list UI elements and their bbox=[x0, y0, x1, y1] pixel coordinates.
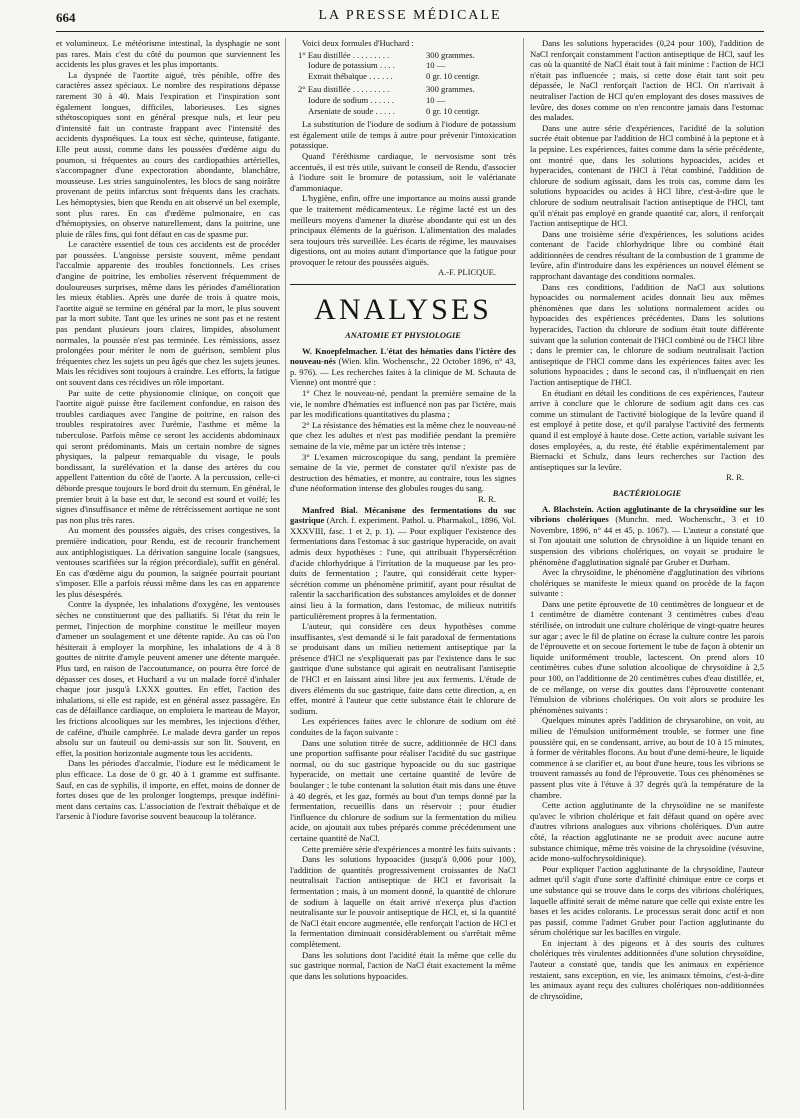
paragraph: Dans une autre série d'expériences, l'acidité de la solution sucrée était obtenue par l'addition de HCl combiné à la peptone et à la pepsine. Les expériences, faites comme dans la série précédente, ont montré que, dans les solutions hypoacides, acides et hyperacides, contenant de l'HCl à l'état combiné, l'addition de chlorure de sodium agissait, dans les trois cas, comme dans les solutions hypoacides ou acides à HCl libre, c'est-à-dire que le chlorure de sodium neutralisait l'action antiseptique de l'HCl, tant qu'il n'était pas employé en grande quantité car, alors, il renforçait l'action antiseptique de HCl. bbox=[530, 122, 764, 229]
formula-ingredient: Iodure de sodium . . . . . . bbox=[308, 94, 394, 105]
paragraph: Dans les solutions hyperacides (0,24 pour 100), l'addition de NaCl renforçait constamment l'action antiseptique de HCl, sauf les cas où la quantité de NaCl était tout à fait minime : l'action de HCl n'était pas influencée ; mais, si cette dose était tant soit peu dépassée, le NaCl renforçait l'action de HCl. On n'arrivait à neutraliser l'action de HCl qu'en employant des doses massives de levûre, des doses comme on n'en rencontre jamais dans l'estomac des malades. bbox=[530, 38, 764, 123]
formula-ingredient: Arseniate de soude . . . . . bbox=[308, 105, 395, 116]
formula-ingredient: 1° Eau distillée . . . . . . . . . bbox=[298, 49, 390, 60]
paragraph: Dans une petite éprouvette de 10 centimètres de longueur et de 1 centimètre de diamètre contenant 3 centimètres cubes d'eau stérilisée, on introduit une culture cholérique de vingt-quatre heures sur agar ; avec le fil de platine on écrase la culture contre les parois de l'éprouvette et on secoue fortement le tube de façon à obtenir un liquide uniformément trouble, lactescent. On prend alors 10 centimètres cubes d'une solution alcoolique de chrysoïdine à 2,5 pour 100, on l'additionne de 20 centimètres cubes d'eau distillée, et, de ce mélange, on verse dix gouttes dans l'éprouvette contenant l'émulsion de vibrions cholériques. On voit alors se produire les phénomènes suivants : bbox=[530, 598, 764, 715]
article-body: (Wien. klin. Wochenschr., 22 October 1896, n° 43, p. 976). — Les recherches faites à la clinique de M. Schauta de Vienne) ont montré que : bbox=[290, 356, 516, 388]
formula-dose: 0 gr. 10 centigr. bbox=[426, 105, 480, 116]
author-signature: R. R. bbox=[478, 493, 496, 504]
column-divider bbox=[285, 38, 286, 1110]
paragraph: Les expériences faites avec le chlorure de sodium ont été conduites de la façon suivante : bbox=[290, 716, 516, 738]
paragraph: Au moment des poussées aiguës, des crises congestives, la première indication, pour Rendu, est de recourir franchement aux antiphlogistiques. La dérivation sanguine locale (sangsues, ventouses scarifiées sur la région précordiale), suffit en général. En cas d'œdème aigu du poumon, la saignée pourrait pourtant s'imposer. Elle a parfois réussi même dans les cas en apparence les plus désespérés. bbox=[56, 525, 280, 599]
paragraph: Dans les solutions dont l'acidité était la même que celle du suc gastrique normal, l'action de NaCl était exactement la même que dans les solutions hypoacides. bbox=[290, 949, 516, 981]
paragraph: Dans une solution titrée de sucre, additionnée de HCl dans une proportion suffisante pour réaliser l'acidité du suc gastrique normal, ou du suc gastrique hypoacide ou du suc gastrique hyperacide, on mettait une certaine quantité de levûre de boulanger ; le tube contenant la solution était mis dans une étuve à 40 degrés, et les gaz, formés au bout d'un temps donné par la fermentation, recueillis dans un réservoir ; pour étudier l'influence du chlorure de sodium sur la fermentation du milieu acide, on ajoutait aux tubes préparés comme précédemment une certaine quantité de NaCl. bbox=[290, 737, 516, 843]
paragraph: Avec la chrysoïdine, le phénomène d'agglutination des vibrions cholériques se manifeste le mieux quand on procède de la façon suivante : bbox=[530, 567, 764, 599]
article-heading: W. Knoepfelmacher. L'état des hématies dans l'ictère des nouveau-nés bbox=[290, 345, 516, 367]
paragraph: Par suite de cette physionomie clinique, on conçoit que l'aortite aiguë puisse être facilement confondue, en raison des troubles cardiaques avec l'angine de poitrine, en raison des troubles respiratoires avec l'urémie, l'asthme et même la tuberculose. Parfois même ce seront les accidents abdominaux qui seront prédominants. Mais un certain nombre de signes physiques, la palpeur remarquable du visage, le pouls bondissant, la surélévation et la danse des artères du cou appellent l'attention du côté de l'aorte. A la percussion, celle-ci déborde presque toujours le bord droit du sternum. En général, le premier bruit à la base est dur, le second est sourd et voilé; les signes d'insuffisance et même de rétrécissement aortique ne sont pas non plus très rares. bbox=[56, 387, 280, 525]
formula-dose: 10 — bbox=[426, 60, 446, 71]
column-3 bbox=[530, 38, 764, 1001]
paragraph: L'hygiène, enfin, offre une importance au moins aussi grande que le traitement médicamenteux. Le régime lacté est un des meilleurs moyens d'amener la diurèse abondante qui est un des principaux éléments de la guérison. L'alimentation des malades sera toujours très surveillée. Les écarts de régime, les mauvaises digestions, ont au moins autant d'importance que la fatigue pour provoquer le retour des poussées aiguës. bbox=[290, 193, 516, 267]
subsection-title: ANATOMIE ET PHYSIOLOGIE bbox=[345, 331, 461, 341]
paragraph: Cette action agglutinante de la chrysoïdine ne se manifeste qu'avec le vibrion cholérique et fait défaut quand on opère avec d'autres vibrions analogues aux vibrions cholériques. D'un autre côté, la réaction agglutinante ne se produit avec aucune autre substance chimique, même très voisine de la chrysoïdine (vésuvine, acide mono-sulfochrysoïdinique). bbox=[530, 800, 764, 864]
formula-dose: 300 grammes. bbox=[426, 49, 475, 60]
paragraph: Voici deux formules d'Huchard : bbox=[302, 38, 414, 48]
paragraph: Dans une troisième série d'expériences, les solutions acides contenant de l'acide chlorhydrique libre ou combiné était additionnées de cendres résultant de la combustion de 1 gramme de levûre, afin d'introduire dans les expériences un nouvel élément se rapprochant davantage des conditions normales. bbox=[530, 228, 764, 282]
paragraph: Cette première série d'expériences a montré les faits suivants : bbox=[302, 843, 516, 854]
column-2 bbox=[290, 38, 516, 981]
paragraph: Quand l'éréthisme cardiaque, le nervosisme sont très accentués, il est très utile, suivant le conseil de Rendu, d'associer à l'iodure soit le bromure de potassium, soit le valérianate d'ammoniaque. bbox=[290, 150, 516, 193]
article-heading: A. Blachstein. Action agglutinante de la chrysoïdine sur les vibrions cholériques bbox=[530, 503, 764, 525]
formula-ingredient: Iodure de potassium . . . . bbox=[308, 60, 395, 71]
paragraph: La dyspnée de l'aortite aiguë, très pénible, offre des caractères assez spéciaux. Le nombre des respirations dépasse rarement 30 à 40. Mais l'expiration et l'inspiration sont également longues, difficiles, laborieuses. Les signes sthétoscopiques sont en général presque nuls, et leur peu d'intensité fait un contraste frappant avec l'intensité des accidents dyspnéiques. La toux est sèche, quinteuse, fatigante. Elle peut aussi, comme dans les poussées d'œdème aigu du poumon, si fréquentes au cours des cardiopathies artérielles, s'accompagner d'une expectoration abondante, blanchâtre, mousseuse. Les stries sanguinolentes, les blocs de sang noirâtre provenant de petits infarctus sont fréquents dans les crachats. Les hémoptysies, bien que Rendu en ait observé un bel exemple, sont plus rares. En cas d'œdème pulmonaire, en cas d'hémoptysies, on observe naturellement, dans la poitrine, une pluie de râles fins, qui font défaut en cas de spasme pur. bbox=[56, 69, 280, 239]
section-rule bbox=[290, 284, 516, 285]
paragraph: Dans les périodes d'accalmie, l'iodure est le médicament le plus efficace. La dose de 0 gr. 40 à 1 gramme est suffisante. Sauf, en cas de syphilis, il importe, en effet, moins de donner de fortes doses que de les prolonger longtemps, presque indéfiniment dans certains cas. L'association de l'extrait thébaïque et de l'arsenic à l'iodure favorise souvent beaucoup la tolérance. bbox=[56, 758, 280, 822]
formula-ingredient: 2° Eau distillée . . . . . . . . . bbox=[298, 84, 390, 95]
header-rule bbox=[56, 31, 764, 32]
article-body: (Munchn. med. Wochenschr., 3 et 10 Novembre, 1896, n° 44 et 45, p. 1067). — L'auteur a constaté que si l'on ajoutait une solution de chrysoïdine à un liquide tenant en suspension des vibrions cholériques, on voyait se produire le phénomène d'agglutination signalé par Gruber et Durham. bbox=[530, 514, 765, 567]
column-1 bbox=[56, 38, 280, 822]
paragraph: 1° Chez le nouveau-né, pendant la première semaine de la vie, le nombre d'hématies est influencé non pas par l'ictère, mais par les modifications quantitatives du plasma ; bbox=[290, 388, 516, 420]
paragraph: Contre la dyspnée, les inhalations d'oxygène, les ventouses sèches ne constitueront que des palliatifs. Si l'état du rein le permet, l'injection de morphine constitue le meilleur moyen d'amener un soulagement et une détente rapide. Au cas où l'on hésiterait à employer la morphine, les inhalations de 4 à 8 gouttes de nitrite d'amyle peuvent amener une détente marquée. Plus tard, en raison de l'accoutumance, on pourra être forcé de dépasser ces doses, et Huchard a vu un malade forcé d'inhaler chaque jour jusqu'à LXXX gouttes. En effet, l'action des inhalations, si elle est rapide, est en général assez passagère. En cas de défaillance cardiaque, on emploiera le marteau de Mayor, les frictions alcooliques sur les membres, les injections d'éther, de caféine, d'huile camphrée. Le malade devra garder un repos absolu sur un fauteuil ou demi-assis sur son lit. Souvent, en effet, la position horizontale augmente tous les accidents. bbox=[56, 599, 280, 758]
paragraph: Quelques minutes après l'addition de chrysarobine, on voit, au milieu de l'émulsion uniformément trouble, se former une fine poussière qui, en se condensant, arrive, au bout de 10 à 15 minutes, à former de véritables flocons. Au bout d'une demi-heure, le liquide commence à se clarifier et, au bout d'une heure, tous les vibrions se trouvent ramassés au fond de l'éprouvette. Tous ces phénomènes se passent plus vite à l'étuve à 37 degrés qu'à la température de la chambre. bbox=[530, 715, 764, 800]
paragraph: En étudiant en détail les conditions de ces expériences, l'auteur arrive à conclure que le chlorure de sodium agit dans ces cas comme un stimulant de l'activité biologique de la levûre quand il est employé à petite dose, et qu'il paralyse l'activité des ferments quand il est employé à haute dose. Cette action, variable suivant les doses employées, a, du reste, été établie expérimentalement par Biernacki et Schulz, dans leurs recherches sur l'action des antiseptiques sur la levûre. bbox=[530, 387, 764, 472]
formula-ingredient: Extrait thébaïque . . . . . . bbox=[308, 70, 393, 81]
paragraph: L'auteur, qui considère ces deux hypothèses comme insuffisantes, s'est demandé si le fait paradoxal de fermentations se produisant dans un milieu nettement antiseptique par la présence d'HCl ne s'expliquerait pas par l'existence dans le suc gastrique d'une substance qui agirait en neutralisant l'antiseptie de l'HCl et en laissant ainsi libre jeu aux ferments. L'étude de divers éléments du suc gastrique, faite dans cette direction, a, en effet, montré à l'auteur que cette substance était le chlorure de sodium. bbox=[290, 621, 516, 716]
journal-title: LA PRESSE MÉDICALE bbox=[318, 8, 502, 23]
paragraph: Dans les solutions hypoacides (jusqu'à 0,006 pour 100), l'addition de quantités progressivement croissantes de NaCl neutralisait l'action antiseptique de HCl et favorisait la fermentation ; mais, à un moment donné, la quantité de chlorure de sodium à laquelle on était arrivé n'exerça plus d'action neutralisante sur le pouvoir antiseptique de HCl, et, si la quantité de NaCl était encore augmentée, elle renforçait l'action de HCl et la fermentation diminuait considérablement ou s'arrêtait même complètement. bbox=[290, 854, 516, 949]
subsection-title: BACTÉRIOLOGIE bbox=[612, 488, 682, 498]
article-body: (Arch. f. experiment. Pathol. u. Pharmakol., 1896, Vol. XXXVIII, fasc. 1 et 2, p. 1). — Pour expliquer l'existence des fermentations dans l'estomac à suc gastrique hyperacide, on avait admis deux hypothèses : l'une, qui attribuait l'hypersécrétion d'acide chlorhydrique à l'irritation de la muqueuse par les produits de fermentation ; l'autre, qui considérait cette hypersécrétion comme un phénomène primitif, ayant pour résultat de ralentir la saccharification des substances amyloïdes et de donner ainsi lieu à la formation, dans l'estomac, de milieux nutritifs particulièrement propres à la fermentation. bbox=[290, 515, 516, 621]
author-signature: R. R. bbox=[726, 472, 744, 483]
paragraph: et volumineux. Le météorisme intestinal, la dysphagie ne sont pas rares. Mais c'est du côté du poumon que surviennent les accidents les plus graves et les plus importants. bbox=[56, 38, 280, 70]
paragraph: 3° L'examen microscopique du sang, pendant la première semaine de la vie, permet de constater qu'il n'existe pas de destruction des hématies, et montre, au contraire, tous les signes d'une néoformation intense des globules rouges du sang. bbox=[290, 451, 516, 494]
paragraph: 2° La résistance des hématies est la même chez le nouveau-né que chez les adultes et n'est pas modifiée pendant la première semaine de la vie, même par un ictère très intense ; bbox=[290, 419, 516, 451]
formula-dose: 300 grammes. bbox=[426, 84, 475, 95]
section-title: ANALYSES bbox=[314, 293, 492, 327]
author-signature: A.-F. PLICQUE. bbox=[437, 267, 496, 278]
formula-2 bbox=[298, 84, 516, 116]
paragraph: Pour expliquer l'action agglutinante de la chrysoïdine, l'auteur admet qu'il s'agit d'une sorte d'affinité chimique entre ce corps et une substance qui se trouve dans le corps des vibrions cholériques, laquelle affinité serait de même nature que celle qui existe entre les bases et les acides colorants. Le processus serait donc actif et non pas passif, comme l'admet Gruber pour l'action agglutinante du sérum cholérique sur les bacilles en virgule. bbox=[530, 863, 764, 938]
paragraph: En injectant à des pigeons et à des souris des cultures cholériques très virulentes additionnées d'une solution chrysoïdine, l'auteur a constaté que, tandis que les animaux en expérience restaient, sans exception, en vie, les animaux témoins, c'est-à-dire les animaux ayant reçu des cultures cholériques non-additionnées de chrysoïdine, bbox=[530, 937, 764, 1001]
paragraph: Le caractère essentiel de tous ces accidents est de procéder par poussées. L'angoisse persiste souvent, même pendant l'accalmie apparente des troubles fonctionnels. Les crises d'angine de poitrine, les embolies réservent fréquemment de douloureuses surprises, même dans les périodes d'amélioration les mieux établies. Après une durée de trois à quatre mois, l'aortite aiguë se termine en général par la mort, le plus souvent par la mort subite. Tant que les urines ne sont pas et ne restent pas pendant plusieurs jours claires, limpides, absolument normales, la poussée n'est pas terminée. Les rémissions, assez prolongées pour mériter le nom de guérison, semblent plus fréquentes chez les sujets un peu âgés que chez les sujets jeunes. Mais les récidives sont toujours à craindre. Les efforts, la fatigue ont souvent dans ces récidives un rôle important. bbox=[56, 239, 280, 387]
article-heading: Manfred Bial. Mécanisme des fermentations du suc gastrique bbox=[290, 504, 516, 526]
page-header bbox=[56, 8, 764, 28]
page-number: 664 bbox=[56, 10, 76, 25]
paragraph: La substitution de l'iodure de sodium à l'iodure de potassium est également utile de temps à autre pour prévenir l'intoxication potassique. bbox=[290, 119, 516, 151]
formula-1 bbox=[298, 50, 516, 82]
formula-dose: 0 gr. 10 centigr. bbox=[426, 70, 480, 81]
formula-dose: 10 — bbox=[426, 94, 446, 105]
paragraph: Dans ces conditions, l'addition de NaCl aux solutions hypoacides ou normalement acides donnait lieu aux mêmes phénomènes que dans les solutions normalement acides ou hypoacides des expériences précédentes. Dans les solutions hyperacides, l'action du chlorure de sodium était toute différente suivant que la solution contenait de l'HCl combiné ou de l'HCl libre ; dans le premier cas, le chlorure de sodium neutralisait l'action antiseptique de l'HCl comme dans les expériences faites avec les solutions hypoacides ; dans le second cas, il n'influençait en rien l'action antiseptique de l'HCl. bbox=[530, 281, 764, 387]
column-divider bbox=[523, 38, 524, 1110]
